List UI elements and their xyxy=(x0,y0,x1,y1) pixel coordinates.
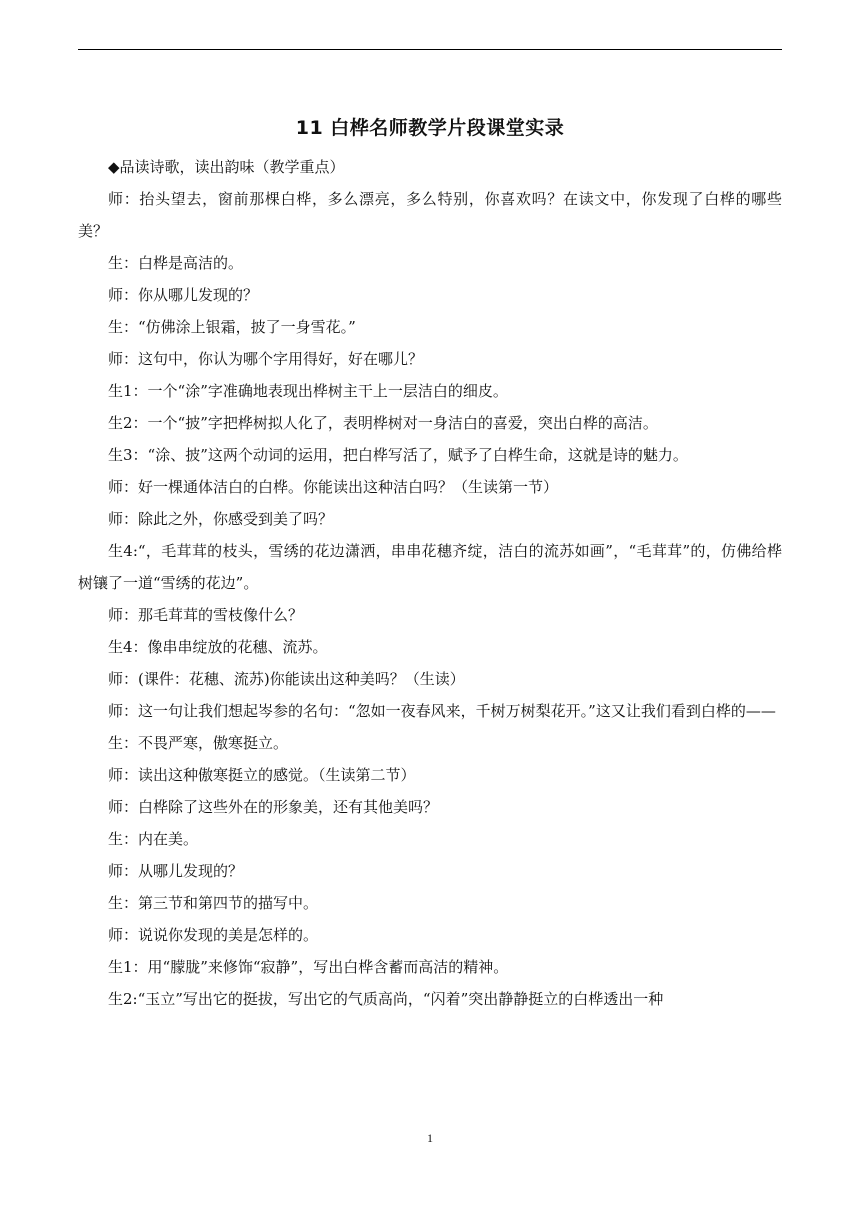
dialogue-paragraph: 师：除此之外，你感受到美了吗？ xyxy=(108,510,334,528)
page-number: 1 xyxy=(427,1131,433,1145)
dialogue-paragraph: 师：这句中，你认为哪个字用得好，好在哪儿？ xyxy=(108,350,424,368)
dialogue-paragraph: 生1：一个“涂”字准确地表现出桦树主干上一层洁白的细皮。 xyxy=(108,382,508,400)
dialogue-paragraph: 师：那毛茸茸的雪枝像什么？ xyxy=(108,606,304,624)
dialogue-paragraph: 生：不畏严寒，傲寒挺立。 xyxy=(108,734,289,752)
dialogue-paragraph: 师：抬头望去，窗前那棵白桦，多么漂亮，多么特别，你喜欢吗？在读文中，你发现了白桦的哪些美？ xyxy=(78,190,782,240)
dialogue-paragraph: 生2:“玉立”写出它的挺拔，写出它的气质高尚，“闪着”突出静静挺立的白桦透出一种 xyxy=(108,990,664,1008)
dialogue-paragraph: 师：这一句让我们想起岑参的名句：“忽如一夜春风来，千树万树梨花开。”这又让我们看到白桦的—— xyxy=(108,702,776,720)
dialogue-paragraph: 生：白桦是高洁的。 xyxy=(108,254,244,272)
dialogue-paragraph: 生1：用“朦胧”来修饰“寂静”，写出白桦含蓄而高洁的精神。 xyxy=(108,958,509,976)
dialogue-paragraph: 生4：像串串绽放的花穗、流苏。 xyxy=(108,638,328,656)
document-title: 11 白桦名师教学片段课堂实录 xyxy=(295,117,565,139)
dialogue-paragraph: 生2：一个“披”字把桦树拟人化了，表明桦树对一身洁白的喜爱，突出白桦的高洁。 xyxy=(108,414,658,432)
dialogue-paragraph: 师：说说你发现的美是怎样的。 xyxy=(108,926,319,944)
dialogue-paragraph: 生4:“，毛茸茸的枝头，雪绣的花边潇洒，串串花穗齐绽，洁白的流苏如画”，“毛茸茸”的，仿佛给桦树镶了一道“雪绣的花边”。 xyxy=(78,542,782,592)
dialogue-paragraph: 师：从哪儿发现的？ xyxy=(108,862,244,880)
header-rule xyxy=(78,49,782,50)
dialogue-paragraph: 师：好一棵通体洁白的白桦。你能读出这种洁白吗？（生读第一节） xyxy=(108,478,559,496)
dialogue-paragraph: 师：白桦除了这些外在的形象美，还有其他美吗？ xyxy=(108,798,439,816)
document-body xyxy=(78,151,782,1015)
dialogue-paragraph: 师：你从哪儿发现的？ xyxy=(108,286,259,304)
dialogue-paragraph: 师：读出这种傲寒挺立的感觉。（生读第二节） xyxy=(108,766,416,784)
dialogue-paragraph: 生：内在美。 xyxy=(108,830,199,848)
dialogue-paragraph: 师：(课件：花穗、流苏)你能读出这种美吗？（生读） xyxy=(108,670,465,688)
dialogue-paragraph: 生：第三节和第四节的描写中。 xyxy=(108,894,319,912)
section-heading: ◆品读诗歌，读出韵味（教学重点） xyxy=(108,158,345,176)
dialogue-paragraph: 生3：“涂、披”这两个动词的运用，把白桦写活了，赋予了白桦生命，这就是诗的魅力。 xyxy=(108,446,688,464)
dialogue-paragraph: 生：“仿佛涂上银霜，披了一身雪花。” xyxy=(108,318,356,336)
